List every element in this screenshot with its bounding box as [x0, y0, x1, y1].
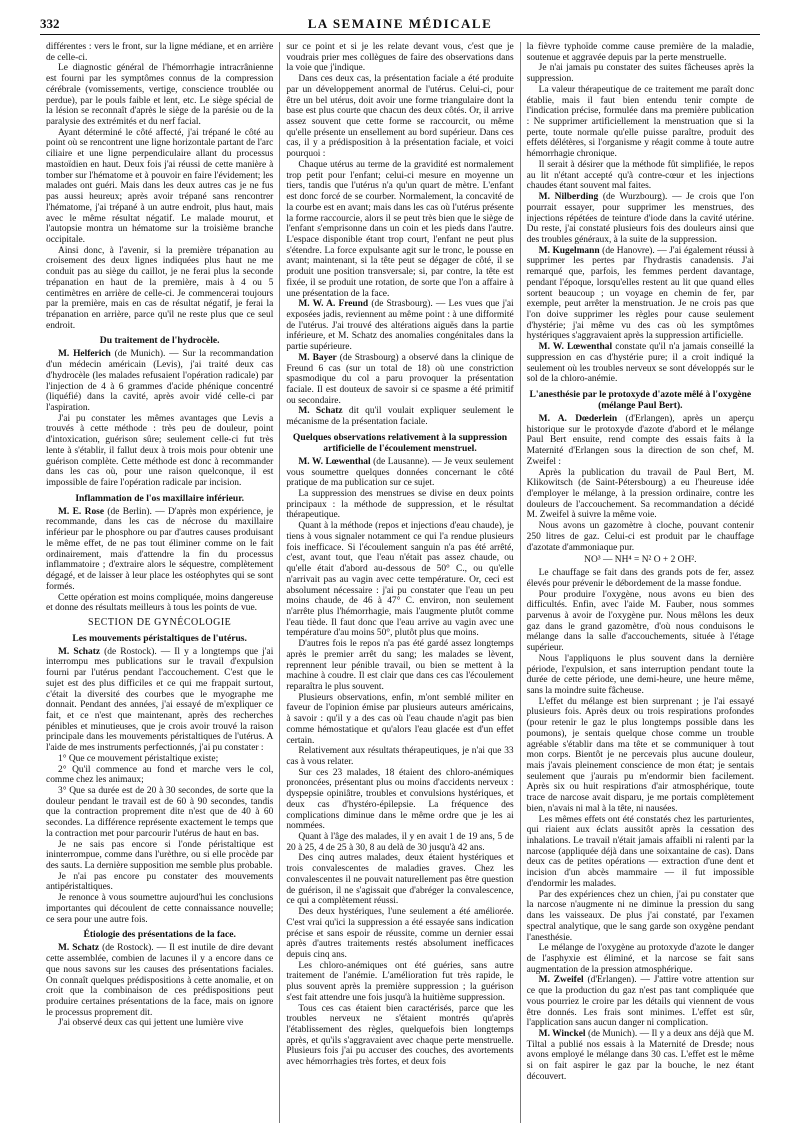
- paragraph-text: Je renonce à vous soumettre aujourd'hui les conclusions importantes qui découlent de cette connaissance nouvelle; ce sera pour une autre fois.: [46, 893, 274, 925]
- paragraph-text: constate qu'il n'a jamais conseillé la suppression en cas d'hystérie pure; il a croit indiqué la seulement où les troubles nerveux se sont développés sur le sol de la chloro-anémie.: [526, 342, 754, 385]
- paragraph-text: sur ce point et si je les relate devant vous, c'est que je voudrais prier mes collègues de faire des observations dans la voie que j'indique.: [286, 42, 514, 74]
- paragraph: [527, 943, 754, 975]
- paragraph: [527, 697, 754, 815]
- running-header: [40, 14, 760, 36]
- paragraph: [46, 893, 273, 925]
- paragraph-text: (de Lausanne). — Je veux seulement vous soumettre quelques données concernant le côté pratique de ma publication sur ce sujet.: [286, 456, 514, 489]
- paragraph: [286, 768, 513, 832]
- paragraph: [527, 568, 754, 589]
- paragraph: [46, 754, 273, 765]
- paragraph: [46, 1018, 273, 1029]
- speaker-name: M. E. Rose: [58, 506, 105, 517]
- paragraph: [46, 507, 273, 593]
- section-heading: L'anesthésie par le protoxyde d'azote mêlé à l'oxygène (mélange Paul Bert).: [529, 389, 752, 411]
- paragraph-text: L'effet du mélange est bien surprenant ; je l'ai essayé plusieurs fois. Après deux ou trois respirations profondes (pour retenir le gaz le plus longtemps possible dans les poumons), je sentais quelque chose comme un trouble agréable s'établir dans ma tête et se communiquer à tout mon corps. Bientôt je ne percevais plus aucune douleur, mais j'avais pleinement conscience de mon état; je sentais seulement que j'aurais pu m'endormir bien facilement. Après six ou huit respirations d'air atmosphérique, toute trace de narcose avait disparu, je me portais complètement bien, n'avais ni mal à la tête, ni nausées.: [526, 696, 754, 814]
- paragraph: [46, 414, 273, 489]
- section-heading: Du traitement de l'hydrocèle.: [99, 335, 220, 347]
- speaker-name: M. Schatz: [58, 943, 100, 954]
- paragraph: [46, 647, 273, 754]
- speaker-name: M. Kugelmann: [538, 245, 600, 256]
- paragraph-text: Quant à l'âge des malades, il y en avait 1 de 19 ans, 5 de 20 à 25, 4 de 25 à 30, 8 au delà de 30 jusqu'à 42 ans.: [286, 832, 514, 853]
- paragraph-text: 1° Que ce mouvement péristaltique existe;: [58, 753, 219, 764]
- journal-title: LA SEMAINE MÉDICALE: [307, 16, 493, 31]
- paragraph-text: 3° Que sa durée est de 20 à 30 secondes, de sorte que la douleur pendant le travail est de 60 à 90 secondes, tandis que la contraction proprement dite n'est que de 40 à 60 secondes. La différence représente exactement le temps que la contraction met pour parcourir l'utérus de haut en bas.: [46, 786, 274, 839]
- paragraph: [46, 42, 273, 63]
- paragraph-text: Chaque utérus au terme de la gravidité est normalement trop petit pour l'enfant; celui-ci mesure en moyenne un tiers, tandis que l'utérus n'a qu'un quart de mètre. L'enfant est donc forcé de se courber. Normalement, la concavité de la courbe est en avant; mais dans les cas où l'utérus présente la forme raccourcie, alors il se peut très bien que le siège de l'enfant s'emprisonne dans un coin et les pieds dans l'autre. L'espace disponible étant trop court, l'enfant ne peut plus s'étendre. La force expulsante agit sur le tronc, le pousse en avant; maintenant, si la tête peut se dégager de côté, il se produit une position transversale; si, par contre, la tête est fixée, il se produit une rotation, de sorte que l'on a affaire à une présentation de la face.: [286, 159, 514, 299]
- paragraph: [286, 1004, 513, 1068]
- speaker-name: M. W. Lœwenthal: [298, 456, 371, 467]
- paragraph-text: Je n'ai jamais pu constater des suites fâcheuses après la suppression.: [526, 63, 754, 85]
- paragraph-text: Les mêmes effets ont été constatés chez les parturientes, qui riaient aux éclats aussitôt après la cessation des inhalations. Le travail n'était jamais affaibli ni ralenti par la narcose (appliquée déjà dans une soixantaine de cas). Dans deux cas de petites opérations — extraction d'une dent et incision d'un abcès mammaire — il fut impossible d'endormir les malades.: [526, 814, 754, 889]
- paragraph-text: 2° Qu'il commence au fond et marche vers le col, comme chez les animaux;: [46, 764, 274, 786]
- paragraph: [286, 42, 513, 74]
- paragraph: [286, 406, 513, 427]
- paragraph-text: dit qu'il voulait expliquer seulement le mécanisme de la présentation faciale.: [286, 406, 514, 428]
- paragraph-text: la fièvre typhoïde comme cause première de la maladie, soutenue et aggravée depuis par la perte menstruelle.: [526, 42, 754, 63]
- paragraph-text: D'autres fois le repos n'a pas été gardé assez longtemps après le premier arrêt du sang; les malades se lèvent, reprennent leur pénible travail, ou bien se mettent à la machine à coudre. Il est clair que dans ces cas l'écoulement reparaîtra le plus souvent.: [286, 639, 514, 692]
- paragraph-text: Nous l'appliquons le plus souvent dans la dernière période, l'expulsion, et sans interruption pendant toute la durée de cette période, une demi-heure, une heure même, sans la moindre suite fâcheuse.: [526, 653, 754, 696]
- paragraph: [286, 457, 513, 489]
- paragraph: [527, 63, 754, 84]
- column-right: [520, 42, 760, 1123]
- paragraph: [46, 593, 273, 614]
- paragraph-text: Je ne sais pas encore si l'onde péristaltique est ininterrompue, comme dans l'urèthre, ou si elle procède par des sauts. La dernière supposition me semble plus probable.: [46, 839, 274, 872]
- paragraph-text: Le chauffage se fait dans des grands pots de fer, assez élevés pour prévenir le débordement de la masse fondue.: [526, 568, 754, 589]
- speaker-name: M. Zweifel: [538, 975, 584, 986]
- paragraph: [286, 160, 513, 299]
- paragraph: [286, 961, 513, 1004]
- column-middle: [279, 42, 519, 1123]
- paragraph: [527, 975, 754, 1029]
- paragraph: [46, 786, 273, 840]
- section-heading: Les mouvements péristaltiques de l'utérus.: [72, 632, 247, 644]
- paragraph-text: (de Berlin). — D'après mon expérience, je recommande, dans les cas de nécrose du maxillaire inférieur par le phosphore ou par d'autres causes produisant le même effet, de ne pas tout éliminer comme on le fait ordinairement, mais d'attendre la fin du processus inflammatoire ; d'extraire alors le séquestre, complètement dégagé, et de laisser à leur place les ostéophytes qui se sont formés.: [46, 506, 274, 592]
- paragraph: [286, 353, 513, 407]
- paragraph-text: J'ai pu constater les mêmes avantages que Levis a trouvés à cette méthode : très peu de douleur, point d'intoxication, guérison sûre; seulement celle-ci fut très lente à s'établir, il fallut deux à trois mois pour obtenir une guérison complète. Cette méthode est donc à recommander dans les cas où, pour une raison quelconque, il est impossible de faire l'opération radicale par incision.: [46, 413, 274, 489]
- paragraph: [527, 590, 754, 654]
- paragraph-text: Ainsi donc, à l'avenir, si la première trépanation au croisement des deux lignes indiquées plus haut ne me conduit pas au siège du caillot, je ne ferai plus la seconde trépanation en haut de la première, mais à 4 ou 5 centimètres en arrière de celle-ci. Je commencerai toujours par la première, mais en cas de résultat négatif, je ferai la trépanation en arrière, parce qu'il ne reste plus que ce seul endroit.: [46, 245, 274, 331]
- paragraph-text: Les chloro-anémiques ont été guéries, sans autre traitement de l'anémie. L'amélioration fut très rapide, le plus souvent après la première suppression ; la guérison s'est fait attendre une fois jusqu'à la huitième suppression.: [286, 960, 514, 1003]
- paragraph-text: (de Strasbourg). — Les vues que j'ai exposées jadis, reviennent au même point : à une difformité de l'utérus. J'ai trouvé des altérations aiguës dans la partie inférieure, et M. Schatz des anomalies congénitales dans la partie supérieure.: [286, 299, 514, 353]
- paragraph-text: Pour produire l'oxygène, nous avons eu bien des difficultés. Enfin, avec l'aide M. Fauber, nous sommes parvenus à avoir de l'oxygène pur. Nous mêlons les deux gaz dans le grand gazomètre, d'où nous conduisons le mélange dans la salle d'accouchements, située à l'étage supérieur.: [526, 589, 754, 654]
- paragraph: [46, 840, 273, 872]
- paragraph: [286, 832, 513, 853]
- speaker-name: M. A. Dœderlein: [538, 414, 618, 424]
- paragraph-text: Cette opération est moins compliquée, moins dangereuse et donne des résultats meilleurs à tous les points de vue.: [46, 592, 274, 614]
- paragraph-text: Quant à la méthode (repos et injections d'eau chaude), je tiens à vous signaler notamment ce qui l'a rendue plusieurs fois inefficace. Si l'écoulement sanguin n'a pas été arrêté, c'est, avant tout, que l'eau n'était pas assez chaude, ou qu'elle était d'abord au-dessous de 50° C., ou qu'elle n'arrivait pas au vagin avec cette température. Or, ceci est absolument nécessaire : j'ai pu constater que l'eau un peu moins chaude, de 46 à 47° C. environ, non seulement n'arrête plus l'hémorrhagie, mais l'augmente plutôt comme l'eau tiède. Il faut donc que l'eau arrive au vagin avec une température d'au moins 50°, plutôt plus que moins.: [286, 521, 514, 639]
- speaker-name: M. Nilberding: [538, 192, 599, 203]
- paragraph-text: J'ai observé deux cas qui jettent une lumière vive: [58, 1018, 244, 1029]
- paragraph: [46, 872, 273, 893]
- paragraph-text: (de Hanovre). — J'ai également réussi à supprimer les pertes par l'hydrastis canadensis. J'ai remarqué que, parfois, les femmes perdent davantage, pendant l'époque, lorsqu'elles restent au lit que quand elles sortent beaucoup ; un voyage en chemin de fer, par exemple, peut arrêter la menstruation. Je ne crois pas que l'on doive supprimer les règles pour cause seulement d'hystérie; j'ai même vu des cas où les symptômes hystériques s'aggravaient après la suppression artificielle.: [526, 245, 754, 342]
- paragraph-text: (de Munich). — Sur la recommandation d'un médecin américain (Levis), j'ai traité deux cas d'hydrocèle (les malades refusaient l'opération radicale) par l'injection de 4 à 6 grammes d'acide phénique concentré (liquéfié) dans la cavité, après avoir vidé celle-ci par l'aspiration.: [46, 349, 274, 413]
- paragraph-text: Tous ces cas étaient bien caractérisés, parce que les troubles nerveux ne s'étaient montrés qu'après l'établissement des règles, quelquefois bien longtemps après, et qu'ils s'aggravaient avec chaque perte menstruelle. Plusieurs fois j'ai pu accuser des couches, des avortements avec hémorrhagies très fortes, et deux fois: [286, 1003, 514, 1068]
- paragraph: [286, 746, 513, 767]
- text-columns: [40, 42, 760, 1123]
- section-heading: Inflammation de l'os maxillaire inférieur.: [75, 492, 244, 504]
- paragraph-text: Des cinq autres malades, deux étaient hystériques et trois convalescentes de maladies graves. Chez les convalescentes il ne pouvait naturellement pas être question de guérison, il ne s'agissait que d'abréger la convalescence, ce qui a complètement réussi.: [286, 853, 514, 907]
- column-left: [40, 42, 279, 1123]
- chemical-formula: NO³ — NH⁴ = N² O + 2 OH².: [584, 555, 697, 566]
- section-title: SECTION DE GYNÉCOLOGIE: [88, 616, 232, 628]
- paragraph: [527, 1029, 754, 1083]
- paragraph: [527, 815, 754, 890]
- paragraph-text: Ayant déterminé le côté affecté, j'ai trépané le côté au point où se rencontrent une ligne horizontale partant de l'arc ciliaire et une ligne perpendiculaire allant du processus mastoïdien en haut. Deux fois j'ai réussi de cette manière à tomber sur l'hématome et à pouvoir en faire l'évidement; les malades ont guéri. Mais dans les deux autres cas je ne fus pas aussi heureux; après avoir trépané sans rencontrer l'hématome, j'ai trépané à un autre endroit, plus haut, mais avec le même résultat négatif. Le malade mourut, et l'autopsie montra un hématome sur la troisième branche occipitale.: [46, 127, 274, 245]
- speaker-name: M. W. A. Freund: [298, 299, 369, 310]
- paragraph-text: (d'Erlangen), après un aperçu historique sur le protoxyde d'azote d'abord et le mélange Paul Bert ensuite, rend compte des essais faits à la Maternité d'Erlangen sous la direction de son chef, M. Zweifel :: [526, 414, 754, 467]
- paragraph-text: Par des expériences chez un chien, j'ai pu constater que la narcose n'augmente ni ne diminue la pression du sang dans les vaisseaux. De plus j'ai constaté, par l'examen spectral analytique, que le sang garde son oxygène pendant l'anesthésie.: [526, 889, 754, 943]
- paragraph-text: (de Strasbourg) a observé dans la clinique de Freund 6 cas (sur un total de 18) où une constriction spasmodique du col a paru provoquer la présentation faciale. Il est douteux de savoir si ce spasme a été primitif ou secondaire.: [286, 352, 514, 406]
- paragraph-text: (de Rostock). — Il y a longtemps que j'ai interrompu mes publications sur le travail d'expulsion fourni par l'utérus pendant l'accouchement. C'est que le sujet est des plus difficiles et ce qui me frappait surtout, c'était la diversité des courbes que le myographe me donnait. Pendant des années, j'ai essayé de m'expliquer ce fait, et ce n'est que maintenant, après des recherches pénibles et minutieuses, que je crois avoir trouvé la raison principale dans les mouvements péristaltiques de l'utérus. A l'aide de mes instruments perfectionnés, j'ai pu constater :: [46, 646, 274, 754]
- paragraph: [527, 414, 754, 468]
- paragraph-text: Relativement aux résultats thérapeutiques, je n'ai que 33 cas à vous relater.: [286, 746, 514, 767]
- paragraph: [46, 246, 273, 332]
- section-heading: Quelques observations relativement à la suppression artificielle de l'écoulement menstruel.: [292, 431, 508, 454]
- paragraph: [286, 299, 513, 353]
- paragraph-text: Plusieurs observations, enfin, m'ont semblé militer en faveur de l'opinion émise par plusieurs auteurs américains, à savoir : qu'il y a des cas où l'eau chaude n'agit pas bien comme hémostatique et qu'alors l'eau glacée est d'un effet certain.: [286, 692, 514, 746]
- paragraph-text: (de Rostock). — Il est inutile de dire devant cette assemblée, combien de lacunes il y a encore dans ce que nous savons sur les causes des présentations faciales. On connaît quelques prédispositions à cette anomalie, et on croit que la combinaison de ces prédispositions peut produire certaines présentations de la face, mais on ignore le processus proprement dit.: [46, 943, 274, 1018]
- paragraph: [286, 693, 513, 747]
- paragraph: [527, 192, 754, 246]
- page-number: 332: [40, 16, 60, 31]
- paragraph-text: La suppression des menstrues se divise en deux points principaux : la méthode de suppression, et le résultat thérapeutique.: [286, 489, 514, 521]
- paragraph: [46, 349, 273, 413]
- paragraph: [46, 943, 273, 1018]
- paragraph: [527, 654, 754, 697]
- section-heading: Étiologie des présentations de la face.: [83, 929, 236, 941]
- paragraph: [527, 42, 754, 63]
- paragraph: [286, 521, 513, 639]
- paragraph-text: différentes : vers le front, sur la ligne médiane, et en arrière de celle-ci.: [46, 42, 274, 63]
- paragraph: [286, 74, 513, 160]
- paragraph: [527, 160, 754, 192]
- speaker-name: M. Helferich: [58, 349, 111, 360]
- paragraph: [286, 853, 513, 907]
- paragraph: [527, 468, 754, 522]
- paragraph-text: (de Wurzbourg). — Je crois que l'on pourrait essayer, pour supprimer les menstrues, des injections répétées de teinture d'iode dans la cavité utérine. Du reste, j'ai constaté plusieurs fois des douleurs ainsi que des troubles généraux, à la suite de la suppression.: [526, 192, 754, 245]
- paragraph: [286, 907, 513, 961]
- paragraph: [527, 890, 754, 944]
- paragraph-text: Nous avons un gazomètre à cloche, pouvant contenir 250 litres de gaz. Celui-ci est produit par le chauffage d'azotate d'ammoniaque pur.: [526, 521, 754, 553]
- paragraph-text: Le diagnostic général de l'hémorrhagie intracrânienne est fourni par les symptômes connus de la compression cérébrale (vomissements, vertige, conscience troublée ou perdue), par le pouls faible et lent, etc. Le siège spécial de la lésion se reconnaît d'après le siège de la parésie ou de la paralysie des extrémités et du nerf facial.: [46, 63, 274, 128]
- paragraph-text: Des deux hystériques, l'une seulement a été améliorée. C'est vrai qu'ici la suppression a été essayée sans indication précise et sans espoir de réussite, comme un dernier essai après d'autres traitements restés absolument inefficaces depuis cinq ans.: [286, 907, 514, 960]
- speaker-name: M. Winckel: [538, 1028, 586, 1039]
- paragraph: [527, 85, 754, 160]
- paragraph: [527, 246, 754, 342]
- paragraph-text: Il serait à désirer que la méthode fût simplifiée, le repos au lit n'étant accepté qu'à contre-cœur et les injections chaudes étant souvent mal faites.: [526, 159, 754, 192]
- paragraph-text: La valeur thérapeutique de ce traitement me paraît donc établie, mais il faut bien entendu tenir compte de l'indication précise, formulée dans ma première publication : Ne supprimer artificiellement la menstruation que si la perte, toute normale qu'elle puisse paraître, produit des effets délétères, si l'organisme y réagit comme à toute autre hémorrhagie chronique.: [526, 84, 754, 160]
- paragraph: [46, 128, 273, 246]
- paragraph: [46, 63, 273, 127]
- paragraph-text: Le mélange de l'oxygène au protoxyde d'azote le danger de l'asphyxie est éliminé, et la narcose se fait sans augmentation de la pression atmosphérique.: [526, 943, 754, 975]
- paragraph-text: Sur ces 23 malades, 18 étaient des chloro-anémiques prononcées, présentant plus ou moins d'accidents nerveux : dyspepsie opiniâtre, troubles et convulsions hystériques, et deux cas d'hystéro-épilepsie. La fréquence des complications diminue dans le même ordre que je les ai nommées.: [286, 767, 514, 832]
- speaker-name: M. Schatz: [298, 406, 343, 417]
- paragraph: [46, 765, 273, 786]
- paragraph: [286, 639, 513, 693]
- paragraph-text: (d'Erlangen). — J'attire votre attention sur ce que la production du gaz n'est pas tant compliquée que vous pourriez le croire par les détails qui viennent de vous être donnés. Les frais sont minimes. L'effet est sûr, l'application sans aucun danger ni complication.: [526, 975, 754, 1029]
- speaker-name: M. Bayer: [298, 352, 337, 363]
- paragraph-text: (de Munich). — Il y a deux ans déjà que M. Tiltal a publié nos essais à la Maternité de Dresde; nous avons employé le mélange dans 30 cas. L'effet est le même si on fait aspirer le gaz par la bouche, le nez étant découvert.: [526, 1028, 754, 1082]
- paragraph-text: Après la publication du travail de Paul Bert, M. Klikowitsch (de Saint-Pétersbourg) a eu l'heureuse idée d'employer le mélange, à la pression ordinaire, contre les douleurs de l'accouchement. Sa recommandation a décidé M. Zweifel à suivre la même voie.: [526, 467, 754, 521]
- paragraph-text: Je n'ai pas encore pu constater des mouvements antipéristaltiques.: [46, 871, 274, 893]
- paragraph: [527, 521, 754, 553]
- paragraph: [527, 342, 754, 385]
- speaker-name: M. Schatz: [58, 646, 101, 657]
- paragraph: [286, 489, 513, 521]
- speaker-name: M. W. Lœwenthal: [538, 342, 613, 353]
- paragraph-text: Dans ces deux cas, la présentation faciale a été produite par un développement anormal de l'utérus. Celui-ci, pour être un bel utérus, doit avoir une forme triangulaire dont la base est plus courte que chacun des deux côtés. Or, il arrive assez souvent que cette forme se raccourcit, ou même qu'elle présente un ensellement au bord supérieur. Dans ces cas, il y a prédisposition à la présentation faciale, et voici pourquoi :: [286, 74, 514, 160]
- header-rule: [40, 34, 760, 35]
